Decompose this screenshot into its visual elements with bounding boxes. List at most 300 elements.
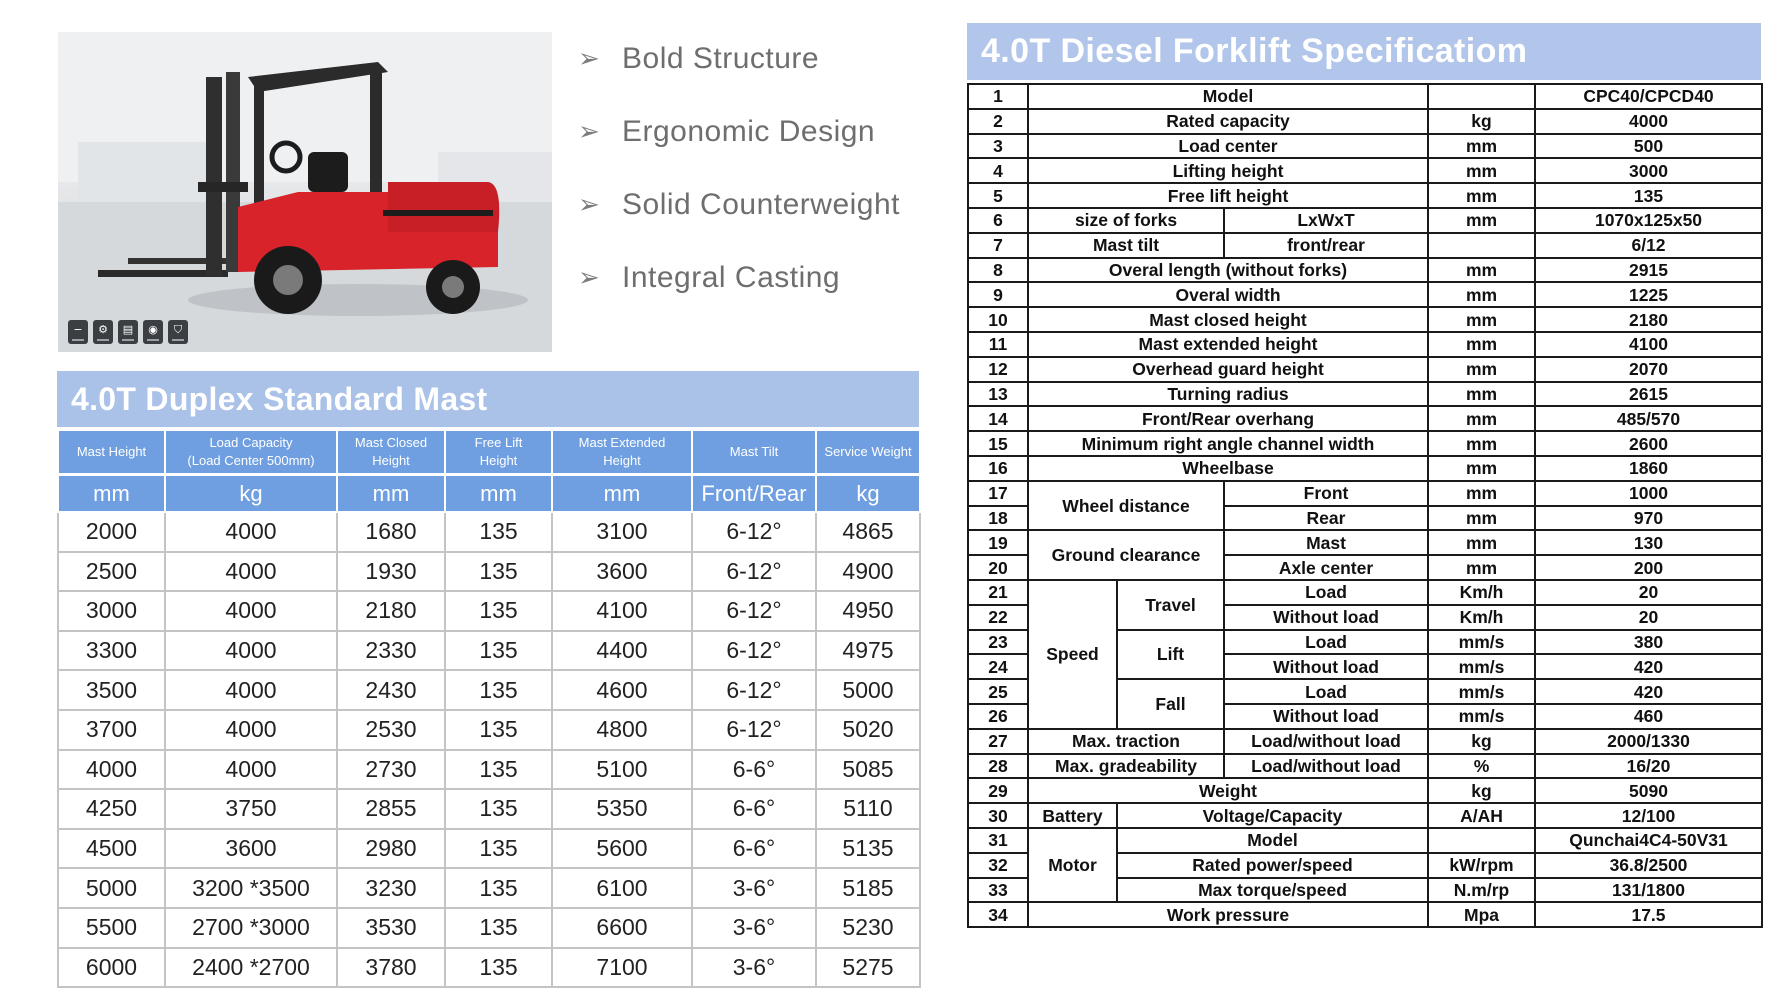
mast-cell: 3-6°	[692, 908, 816, 948]
mast-cell: 2430	[337, 670, 445, 710]
mast-cell: 5350	[552, 789, 692, 829]
mast-cell: 4000	[165, 591, 337, 631]
spec-cell: mm/s	[1428, 654, 1535, 679]
mast-table-row	[58, 948, 920, 988]
spec-table-row	[968, 431, 1762, 456]
spec-table-row	[968, 481, 1762, 506]
spec-cell: Without load	[1224, 704, 1428, 729]
mast-column-header	[58, 430, 165, 475]
spec-cell: mm	[1428, 406, 1535, 431]
spec-cell: kg	[1428, 729, 1535, 754]
mast-cell: 135	[445, 670, 552, 710]
spec-section	[967, 23, 1761, 928]
spec-row-number: 27	[968, 729, 1028, 754]
spec-cell: Load	[1224, 679, 1428, 704]
mast-cell: 4000	[165, 670, 337, 710]
spec-cell: Overal width	[1028, 282, 1428, 307]
mast-cell: 5000	[816, 670, 920, 710]
spec-cell: 970	[1535, 506, 1762, 531]
mast-cell: 1680	[337, 512, 445, 552]
spec-row-number: 6	[968, 208, 1028, 233]
spec-cell: 1000	[1535, 481, 1762, 506]
mast-cell: 4000	[165, 631, 337, 671]
spec-row-number: 4	[968, 158, 1028, 183]
mast-column-header-line: Free Lift	[474, 435, 523, 450]
mast-cell: 2180	[337, 591, 445, 631]
spec-row-number: 28	[968, 754, 1028, 779]
mast-column-header-line: Mast Closed	[354, 435, 428, 450]
mast-unit-header: mm	[445, 475, 552, 513]
feature-item	[578, 263, 900, 336]
spec-cell: Km/h	[1428, 580, 1535, 605]
mast-cell: 5275	[816, 948, 920, 988]
spec-cell: mm	[1428, 183, 1535, 208]
spec-cell: front/rear	[1224, 233, 1428, 258]
spec-cell: Mast closed height	[1028, 307, 1428, 332]
mast-cell: 135	[445, 948, 552, 988]
mast-column-header-line: Height	[479, 453, 518, 468]
gear-icon: ⚙	[93, 320, 113, 344]
mast-cell: 2000	[58, 512, 165, 552]
spec-cell: 420	[1535, 654, 1762, 679]
mast-table-row	[58, 750, 920, 790]
spec-cell: %	[1428, 754, 1535, 779]
arrow-bullet-icon: ➢	[578, 44, 600, 74]
spec-cell: Front/Rear overhang	[1028, 406, 1428, 431]
mast-cell: 5100	[552, 750, 692, 790]
spec-table	[967, 83, 1763, 928]
spec-table-row	[968, 382, 1762, 407]
mast-cell: 135	[445, 868, 552, 908]
mast-cell: 4000	[165, 512, 337, 552]
mast-table-row	[58, 829, 920, 869]
spec-cell: Load	[1224, 580, 1428, 605]
spec-row-number: 32	[968, 853, 1028, 878]
spec-cell: mm	[1428, 208, 1535, 233]
spec-cell: 500	[1535, 134, 1762, 159]
spec-cell: 12/100	[1535, 803, 1762, 828]
spec-cell: 1860	[1535, 456, 1762, 481]
spec-table-row	[968, 208, 1762, 233]
spec-cell: Battery	[1028, 803, 1117, 828]
spec-cell: Overal length (without forks)	[1028, 258, 1428, 283]
spec-row-number: 1	[968, 84, 1028, 109]
spec-cell: size of forks	[1028, 208, 1224, 233]
mast-cell: 6-12°	[692, 710, 816, 750]
mast-cell: 4250	[58, 789, 165, 829]
spec-cell: Model	[1028, 84, 1428, 109]
spec-table-row	[968, 258, 1762, 283]
spec-row-number: 7	[968, 233, 1028, 258]
spec-row-number: 19	[968, 530, 1028, 555]
spec-row-number: 8	[968, 258, 1028, 283]
spec-cell: Mast tilt	[1028, 233, 1224, 258]
spec-table-row	[968, 307, 1762, 332]
spec-cell: Load/without load	[1224, 729, 1428, 754]
spec-row-number: 12	[968, 357, 1028, 382]
mast-cell: 135	[445, 829, 552, 869]
mast-cell: 135	[445, 631, 552, 671]
dial-icon: ◉	[143, 320, 163, 344]
spec-cell: 5090	[1535, 778, 1762, 803]
mast-cell: 2855	[337, 789, 445, 829]
mast-cell: 3000	[58, 591, 165, 631]
spec-table-row	[968, 902, 1762, 927]
feature-item	[578, 190, 900, 263]
spec-cell: mm	[1428, 258, 1535, 283]
mast-unit-header: mm	[58, 475, 165, 513]
feature-list	[578, 44, 900, 336]
mast-cell: 3-6°	[692, 868, 816, 908]
document-icon: ▤	[118, 320, 138, 344]
spec-cell: mm	[1428, 307, 1535, 332]
arrow-bullet-icon: ➢	[578, 190, 600, 220]
spec-cell: Max. gradeability	[1028, 754, 1224, 779]
spec-cell: 460	[1535, 704, 1762, 729]
mast-cell: 6000	[58, 948, 165, 988]
spec-cell: 200	[1535, 555, 1762, 580]
spec-row-number: 16	[968, 456, 1028, 481]
spec-cell: mm/s	[1428, 704, 1535, 729]
spec-cell: Motor	[1028, 828, 1117, 902]
mast-unit-header: mm	[337, 475, 445, 513]
spec-cell: kg	[1428, 778, 1535, 803]
spec-cell: Rear	[1224, 506, 1428, 531]
mast-column-header	[816, 430, 920, 475]
spec-cell: 131/1800	[1535, 878, 1762, 903]
spec-cell: kW/rpm	[1428, 853, 1535, 878]
spec-row-number: 30	[968, 803, 1028, 828]
spec-cell: 2615	[1535, 382, 1762, 407]
spec-cell: mm	[1428, 555, 1535, 580]
mast-cell: 1930	[337, 552, 445, 592]
spec-table-row	[968, 406, 1762, 431]
mast-title: 4.0T Duplex Standard Mast	[57, 371, 919, 427]
spec-cell: CPC40/CPCD40	[1535, 84, 1762, 109]
feature-item	[578, 117, 900, 190]
mast-cell: 4500	[58, 829, 165, 869]
mast-cell: 3750	[165, 789, 337, 829]
mast-cell: 5135	[816, 829, 920, 869]
mast-cell: 5085	[816, 750, 920, 790]
spec-cell: mm	[1428, 357, 1535, 382]
mast-cell: 4000	[165, 552, 337, 592]
spec-cell: 4100	[1535, 332, 1762, 357]
mast-cell: 6100	[552, 868, 692, 908]
mast-cell: 2500	[58, 552, 165, 592]
feature-text: Integral Casting	[622, 261, 841, 294]
spec-table-row	[968, 530, 1762, 555]
mast-unit-header: Front/Rear	[692, 475, 816, 513]
mast-cell: 4950	[816, 591, 920, 631]
spec-cell: Ground clearance	[1028, 530, 1224, 580]
mast-column-header-line: (Load Center 500mm)	[187, 453, 315, 468]
spec-cell: Lifting height	[1028, 158, 1428, 183]
mast-cell: 2700 *3000	[165, 908, 337, 948]
spec-cell: 1225	[1535, 282, 1762, 307]
mast-cell: 3200 *3500	[165, 868, 337, 908]
spec-row-number: 31	[968, 828, 1028, 853]
mast-cell: 4000	[165, 710, 337, 750]
spec-table-row	[968, 828, 1762, 853]
spec-cell: Max torque/speed	[1117, 878, 1428, 903]
mast-cell: 3780	[337, 948, 445, 988]
mast-cell: 4865	[816, 512, 920, 552]
spec-cell: 36.8/2500	[1535, 853, 1762, 878]
spec-cell: Travel	[1117, 580, 1224, 630]
forklift-illustration	[58, 32, 552, 352]
spec-row-number: 20	[968, 555, 1028, 580]
mast-cell: 3300	[58, 631, 165, 671]
mast-table-body	[58, 512, 920, 987]
spec-table-row	[968, 357, 1762, 382]
mast-column-header	[165, 430, 337, 475]
arrow-bullet-icon: ➢	[578, 263, 600, 293]
spec-cell	[1428, 233, 1535, 258]
mast-table-row	[58, 512, 920, 552]
spec-table-row	[968, 729, 1762, 754]
spec-cell: 2000/1330	[1535, 729, 1762, 754]
spec-cell: mm	[1428, 332, 1535, 357]
spec-row-number: 3	[968, 134, 1028, 159]
spec-cell: 4000	[1535, 109, 1762, 134]
mast-unit-header: mm	[552, 475, 692, 513]
spec-cell: Front	[1224, 481, 1428, 506]
mast-cell: 4000	[58, 750, 165, 790]
spec-table-row	[968, 134, 1762, 159]
spec-cell: 135	[1535, 183, 1762, 208]
mast-table-row	[58, 908, 920, 948]
mast-cell: 135	[445, 750, 552, 790]
spec-row-number: 23	[968, 630, 1028, 655]
mast-cell: 5185	[816, 868, 920, 908]
mast-cell: 6-6°	[692, 789, 816, 829]
spec-row-number: 33	[968, 878, 1028, 903]
spec-cell: mm	[1428, 282, 1535, 307]
spec-cell: LxWxT	[1224, 208, 1428, 233]
mast-header-row	[58, 430, 920, 475]
mast-cell: 4100	[552, 591, 692, 631]
spec-table-row	[968, 778, 1762, 803]
mast-column-header-line: Service Weight	[824, 444, 912, 459]
mast-cell: 6-6°	[692, 750, 816, 790]
mast-cell: 135	[445, 591, 552, 631]
mast-table-row	[58, 552, 920, 592]
spec-cell: Speed	[1028, 580, 1117, 729]
spec-cell: mm	[1428, 530, 1535, 555]
mast-table-row	[58, 868, 920, 908]
spec-cell: A/AH	[1428, 803, 1535, 828]
mast-cell: 3600	[552, 552, 692, 592]
spec-cell: Lift	[1117, 630, 1224, 680]
mast-cell: 135	[445, 908, 552, 948]
mast-column-header	[445, 430, 552, 475]
mast-section	[57, 371, 919, 988]
mast-cell: 135	[445, 552, 552, 592]
mast-unit-header: kg	[816, 475, 920, 513]
spec-cell: 2600	[1535, 431, 1762, 456]
spec-cell: 130	[1535, 530, 1762, 555]
spec-cell: N.m/rp	[1428, 878, 1535, 903]
mast-cell: 3230	[337, 868, 445, 908]
mast-column-header-line: Mast Extended	[578, 435, 666, 450]
spec-cell: Load	[1224, 630, 1428, 655]
spec-cell: Max. traction	[1028, 729, 1224, 754]
spec-row-number: 15	[968, 431, 1028, 456]
feature-text: Bold Structure	[622, 42, 820, 75]
spec-cell: mm	[1428, 506, 1535, 531]
mast-column-header-line: Load Capacity	[209, 435, 293, 450]
spec-row-number: 29	[968, 778, 1028, 803]
spec-cell: mm/s	[1428, 679, 1535, 704]
photo-icon-strip	[68, 320, 188, 344]
mast-cell: 5500	[58, 908, 165, 948]
arrow-bullet-icon: ➢	[578, 117, 600, 147]
spec-table-row	[968, 754, 1762, 779]
mast-table-row	[58, 631, 920, 671]
spec-row-number: 34	[968, 902, 1028, 927]
mast-cell: 6-12°	[692, 512, 816, 552]
spec-table-row	[968, 233, 1762, 258]
spec-table-row	[968, 803, 1762, 828]
spec-table-row	[968, 282, 1762, 307]
spec-cell: Work pressure	[1028, 902, 1428, 927]
mast-column-header	[337, 430, 445, 475]
feature-text: Ergonomic Design	[622, 115, 876, 148]
spec-cell: 2180	[1535, 307, 1762, 332]
spec-cell: Model	[1117, 828, 1428, 853]
spec-cell: Qunchai4C4-50V31	[1535, 828, 1762, 853]
spec-cell: 20	[1535, 580, 1762, 605]
spec-cell: Weight	[1028, 778, 1428, 803]
mast-unit-header: kg	[165, 475, 337, 513]
spec-cell: mm	[1428, 481, 1535, 506]
spec-cell: 3000	[1535, 158, 1762, 183]
spec-row-number: 25	[968, 679, 1028, 704]
mast-table-row	[58, 789, 920, 829]
mast-table-row	[58, 710, 920, 750]
spec-cell: Fall	[1117, 679, 1224, 729]
shield-icon: ⛉	[168, 320, 188, 344]
spec-row-number: 11	[968, 332, 1028, 357]
spec-row-number: 24	[968, 654, 1028, 679]
spec-cell: mm	[1428, 456, 1535, 481]
spec-cell: mm	[1428, 134, 1535, 159]
spec-table-body	[968, 84, 1762, 927]
spec-cell: Axle center	[1224, 555, 1428, 580]
mast-cell: 5000	[58, 868, 165, 908]
mast-column-header	[692, 430, 816, 475]
spec-row-number: 17	[968, 481, 1028, 506]
spec-title: 4.0T Diesel Forklift Specificatiom	[967, 23, 1761, 80]
spec-cell: mm	[1428, 158, 1535, 183]
spec-cell: Turning radius	[1028, 382, 1428, 407]
mast-cell: 4975	[816, 631, 920, 671]
spec-table-row	[968, 84, 1762, 109]
spec-cell: Without load	[1224, 654, 1428, 679]
mast-column-header-line: Height	[603, 453, 641, 468]
spec-row-number: 18	[968, 506, 1028, 531]
spec-cell: mm	[1428, 431, 1535, 456]
spec-cell: mm	[1428, 382, 1535, 407]
mast-column-header-line: Mast Height	[76, 444, 147, 459]
spec-table-row	[968, 158, 1762, 183]
spec-cell: mm/s	[1428, 630, 1535, 655]
spec-cell	[1428, 84, 1535, 109]
spec-cell: Wheelbase	[1028, 456, 1428, 481]
mast-table	[57, 429, 921, 988]
spec-row-number: 21	[968, 580, 1028, 605]
spec-cell: Rated capacity	[1028, 109, 1428, 134]
spec-cell: 380	[1535, 630, 1762, 655]
spec-cell: Mpa	[1428, 902, 1535, 927]
mast-cell: 3100	[552, 512, 692, 552]
mast-cell: 6-12°	[692, 591, 816, 631]
mast-cell: 3700	[58, 710, 165, 750]
spec-table-row	[968, 580, 1762, 605]
spec-cell: Overhead guard height	[1028, 357, 1428, 382]
spec-cell: 2915	[1535, 258, 1762, 283]
spec-cell: Load center	[1028, 134, 1428, 159]
spec-row-number: 5	[968, 183, 1028, 208]
mast-cell: 135	[445, 512, 552, 552]
spec-cell: 1070x125x50	[1535, 208, 1762, 233]
spec-row-number: 26	[968, 704, 1028, 729]
mast-cell: 3530	[337, 908, 445, 948]
mast-cell: 7100	[552, 948, 692, 988]
spec-table-row	[968, 109, 1762, 134]
spec-table-row	[968, 456, 1762, 481]
spec-cell: Mast	[1224, 530, 1428, 555]
spec-cell: kg	[1428, 109, 1535, 134]
mast-cell: 3500	[58, 670, 165, 710]
mast-cell: 2400 *2700	[165, 948, 337, 988]
mast-cell: 5600	[552, 829, 692, 869]
mast-table-row	[58, 670, 920, 710]
mast-cell: 5020	[816, 710, 920, 750]
spec-cell: 6/12	[1535, 233, 1762, 258]
spec-cell: 2070	[1535, 357, 1762, 382]
mast-cell: 2730	[337, 750, 445, 790]
feature-text: Solid Counterweight	[622, 188, 900, 221]
mast-cell: 6600	[552, 908, 692, 948]
spec-cell: Km/h	[1428, 605, 1535, 630]
spec-cell	[1428, 828, 1535, 853]
mast-cell: 4600	[552, 670, 692, 710]
mast-cell: 6-12°	[692, 552, 816, 592]
mast-cell: 6-12°	[692, 670, 816, 710]
spec-row-number: 10	[968, 307, 1028, 332]
spec-row-number: 2	[968, 109, 1028, 134]
spec-row-number: 9	[968, 282, 1028, 307]
spec-row-number: 13	[968, 382, 1028, 407]
spec-cell: Minimum right angle channel width	[1028, 431, 1428, 456]
mast-cell: 4000	[165, 750, 337, 790]
mast-cell: 2530	[337, 710, 445, 750]
mast-cell: 5230	[816, 908, 920, 948]
spec-row-number: 22	[968, 605, 1028, 630]
mast-cell: 5110	[816, 789, 920, 829]
spec-cell: 16/20	[1535, 754, 1762, 779]
mast-cell: 4900	[816, 552, 920, 592]
spec-cell: 17.5	[1535, 902, 1762, 927]
mast-unit-row	[58, 475, 920, 513]
mast-cell: 4800	[552, 710, 692, 750]
mast-cell: 2980	[337, 829, 445, 869]
spec-cell: 420	[1535, 679, 1762, 704]
mast-cell: 2330	[337, 631, 445, 671]
spec-cell: Mast extended height	[1028, 332, 1428, 357]
